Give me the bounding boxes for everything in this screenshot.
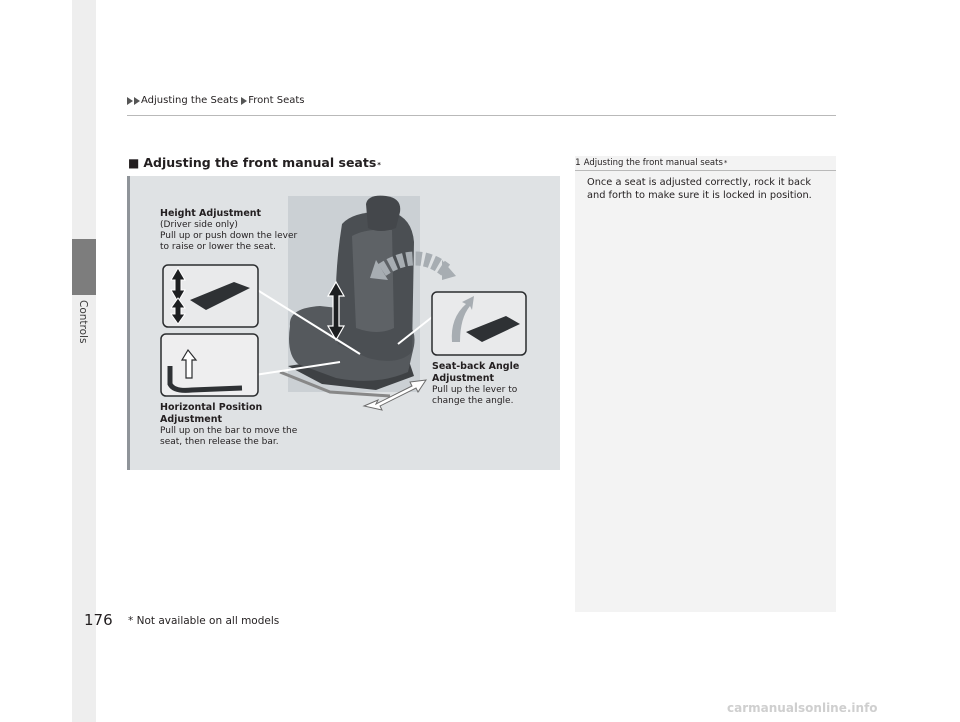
page-number: 176: [84, 611, 113, 629]
square-bullet-icon: ■: [128, 156, 140, 170]
label-height-line: Pull up or push down the lever: [160, 231, 298, 241]
watermark: carmanualsonline.info: [727, 701, 878, 715]
note-reference-number: 1: [575, 158, 581, 168]
breadcrumb-arrow-icon: [134, 97, 140, 105]
label-height-line: to raise or lower the seat.: [160, 242, 276, 252]
side-note-header: [575, 156, 836, 171]
label-seatback-title: Seat-back Angle: [432, 361, 520, 372]
seat-headrest: [366, 196, 400, 231]
breadcrumb: [127, 95, 308, 106]
label-height-adjustment: [160, 208, 297, 253]
breadcrumb-arrow-icon: [127, 97, 133, 105]
side-tab-marker: [72, 239, 96, 295]
side-tab-label: Controls: [77, 300, 89, 344]
breadcrumb-item[interactable]: Front Seats: [248, 95, 305, 106]
label-horizontal-line: Pull up on the bar to move the: [160, 426, 298, 436]
side-note: [575, 156, 836, 612]
footnote: * Not available on all models: [128, 615, 280, 627]
label-horizontal-title: Horizontal Position: [160, 402, 263, 413]
section-title: [128, 155, 381, 170]
label-height-title: Height Adjustment: [160, 208, 262, 219]
section-asterisk: *: [377, 161, 381, 169]
section-title-text: Adjusting the front manual seats: [143, 155, 377, 170]
label-seatback-line: Pull up the lever to: [432, 385, 518, 395]
side-note-asterisk: *: [723, 159, 728, 167]
breadcrumb-item[interactable]: Adjusting the Seats: [141, 95, 239, 106]
label-seatback-title: Adjustment: [432, 373, 495, 384]
label-height-line: (Driver side only): [160, 220, 238, 230]
seat-adjustment-figure: [127, 176, 560, 470]
label-seatback-line: change the angle.: [432, 396, 514, 406]
label-horizontal-line: seat, then release the bar.: [160, 437, 279, 447]
breadcrumb-arrow-icon: [241, 97, 247, 105]
side-note-body: Once a seat is adjusted correctly, rock it back and forth to make sure it is locked in position.: [587, 177, 812, 201]
backrest-panel: [352, 230, 394, 332]
label-horizontal-adjustment: [160, 402, 297, 448]
header-rule: [127, 115, 836, 116]
label-horizontal-title: Adjustment: [160, 414, 223, 425]
recline-arrowhead-right: [442, 260, 456, 280]
side-note-title[interactable]: Adjusting the front manual seats: [583, 158, 723, 168]
label-seatback-adjustment: [432, 361, 519, 407]
